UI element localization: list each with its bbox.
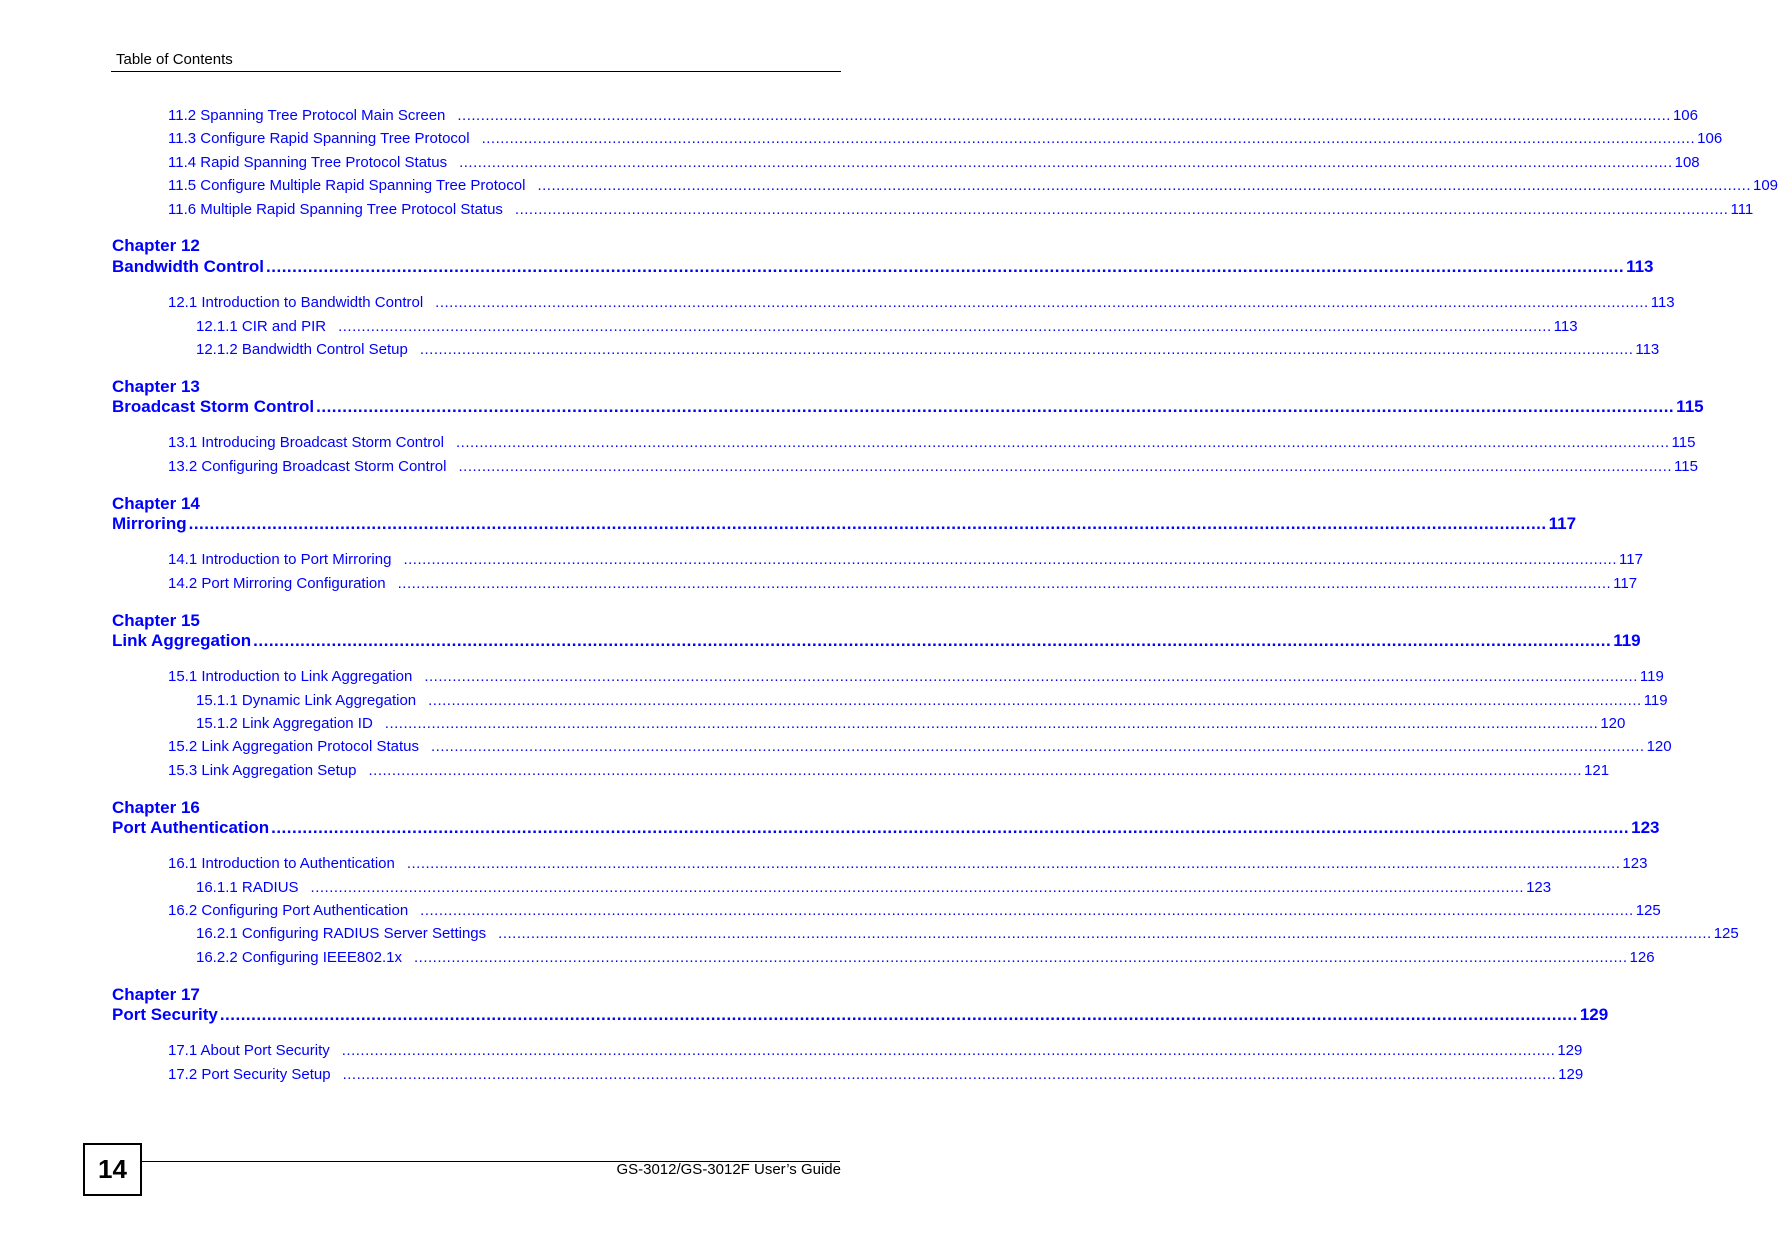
toc-entry-title: Mirroring (112, 514, 187, 533)
toc-entry-page: 125 (1635, 902, 1661, 919)
toc-entry-title: 13.1 Introducing Broadcast Storm Control (168, 434, 444, 451)
toc-entry-title: 12.1 Introduction to Bandwidth Control (168, 294, 424, 311)
chapter-number: Chapter 17 (112, 985, 200, 1004)
toc-chapter-entry[interactable] (112, 1005, 1609, 1025)
toc-section-entry[interactable] (0, 177, 1778, 194)
toc-entry-page: 113 (1650, 294, 1675, 311)
toc-entry-title: 14.1 Introduction to Port Mirroring (168, 551, 392, 568)
dot-leader: .................................................................................................................................................................................................................................................................... (338, 318, 1552, 335)
toc-subsection-entry[interactable] (0, 692, 1668, 709)
toc-entry-title: 17.2 Port Security Setup (168, 1066, 331, 1083)
toc-entry-title: 16.2.1 Configuring RADIUS Server Settings (196, 925, 487, 942)
toc-section-entry[interactable] (0, 902, 1661, 919)
toc-entry-title: Port Authentication (112, 818, 270, 837)
toc-entry-title: 12.1.2 Bandwidth Control Setup (196, 341, 408, 358)
toc-entry-page: 111 (1730, 201, 1754, 218)
dot-leader: .................................................................................................................................................................................................................................................................... (253, 631, 1612, 650)
toc-entry-page: 109 (1752, 177, 1778, 194)
toc-subsection-entry[interactable] (0, 318, 1578, 335)
toc-entry-page: 113 (1635, 341, 1660, 358)
toc-entry-title: Broadcast Storm Control (112, 397, 315, 416)
toc-entry-title: Port Security (112, 1005, 218, 1024)
dot-leader: .................................................................................................................................................................................................................................................................... (310, 879, 1525, 896)
toc-section-entry[interactable] (0, 107, 1698, 124)
toc-entry-page: 113 (1553, 318, 1578, 335)
toc-entry-title: 11.6 Multiple Rapid Spanning Tree Protocol Status (168, 201, 503, 218)
dot-leader: .................................................................................................................................................................................................................................................................... (219, 1005, 1578, 1024)
toc-entry-title: 14.2 Port Mirroring Configuration (168, 575, 386, 592)
toc-section-entry[interactable] (0, 1066, 1584, 1083)
toc-entry-title: 13.2 Configuring Broadcast Storm Control (168, 458, 447, 475)
chapter-number: Chapter 16 (112, 798, 200, 817)
toc-entry-page: 119 (1613, 631, 1641, 650)
dot-leader: .................................................................................................................................................................................................................................................................... (435, 294, 1649, 311)
toc-section-entry[interactable] (0, 738, 1672, 755)
toc-section-entry[interactable] (0, 294, 1675, 311)
dot-leader: .................................................................................................................................................................................................................................................................... (368, 762, 1583, 779)
toc-entry-title: 11.5 Configure Multiple Rapid Spanning Tree Protocol (168, 177, 526, 194)
toc-entry-title: 16.2.2 Configuring IEEE802.1x (196, 949, 402, 966)
toc-entry-title: 15.1.1 Dynamic Link Aggregation (196, 692, 417, 709)
toc-entry-page: 123 (1622, 855, 1648, 872)
toc-entry-page: 117 (1548, 514, 1577, 533)
toc-entry-page: 117 (1613, 575, 1638, 592)
chapter-number: Chapter 14 (112, 494, 200, 513)
toc-entry-page: 121 (1584, 762, 1610, 779)
toc-section-entry[interactable] (0, 551, 1643, 568)
chapter-number: Chapter 15 (112, 611, 200, 630)
toc-chapter-entry[interactable] (112, 818, 1660, 838)
toc-entry-title: 16.1 Introduction to Authentication (168, 855, 395, 872)
toc-entry-page: 113 (1626, 257, 1654, 276)
toc-entry-page: 119 (1639, 668, 1664, 685)
toc-section-entry[interactable] (0, 458, 1698, 475)
toc-entry-title: 12.1.1 CIR and PIR (196, 318, 327, 335)
toc-entry-title: Link Aggregation (112, 631, 252, 650)
toc-section-entry[interactable] (0, 201, 1754, 218)
dot-leader: .................................................................................................................................................................................................................................................................... (413, 949, 1628, 966)
toc-section-entry[interactable] (0, 154, 1700, 171)
toc-chapter-entry[interactable] (112, 514, 1577, 534)
toc-chapter-entry[interactable] (112, 397, 1704, 417)
toc-section-entry[interactable] (0, 668, 1664, 685)
dot-leader: .................................................................................................................................................................................................................................................................... (481, 130, 1696, 147)
toc-entry-page: 115 (1671, 434, 1696, 451)
toc-entry-page: 123 (1631, 818, 1660, 837)
dot-leader: .................................................................................................................................................................................................................................................................... (459, 154, 1673, 171)
toc-entry-title: 11.4 Rapid Spanning Tree Protocol Status (168, 154, 448, 171)
toc-section-entry[interactable] (0, 762, 1610, 779)
toc-entry-page: 106 (1672, 107, 1698, 124)
dot-leader: .................................................................................................................................................................................................................................................................... (403, 551, 1617, 568)
dot-leader: .................................................................................................................................................................................................................................................................... (420, 902, 1634, 919)
toc-subsection-entry[interactable] (0, 949, 1655, 966)
toc-entry-page: 125 (1713, 925, 1739, 942)
toc-subsection-entry[interactable] (0, 925, 1739, 942)
toc-subsection-entry[interactable] (0, 879, 1552, 896)
dot-leader: .................................................................................................................................................................................................................................................................... (424, 668, 1638, 685)
dot-leader: .................................................................................................................................................................................................................................................................... (514, 201, 1729, 218)
toc-chapter-entry[interactable] (112, 631, 1641, 651)
toc-subsection-entry[interactable] (0, 715, 1626, 732)
toc-entry-title: 16.2 Configuring Port Authentication (168, 902, 409, 919)
toc-entry-title: 15.1 Introduction to Link Aggregation (168, 668, 413, 685)
toc-entry-page: 115 (1676, 397, 1704, 416)
toc-entry-page: 120 (1600, 715, 1626, 732)
toc-subsection-entry[interactable] (0, 341, 1660, 358)
dot-leader: .................................................................................................................................................................................................................................................................... (457, 107, 1671, 124)
toc-entry-page: 119 (1643, 692, 1668, 709)
toc-entry-page: 117 (1619, 551, 1643, 568)
toc-entry-title: 11.2 Spanning Tree Protocol Main Screen (168, 107, 446, 124)
toc-chapter-entry[interactable] (112, 257, 1654, 277)
toc-entry-title: 16.1.1 RADIUS (196, 879, 299, 896)
toc-entry-page: 120 (1646, 738, 1672, 755)
dot-leader: .................................................................................................................................................................................................................................................................... (316, 397, 1675, 416)
toc-entry-page: 108 (1674, 154, 1700, 171)
toc-entry-title: 15.2 Link Aggregation Protocol Status (168, 738, 420, 755)
toc-entry-title: 15.1.2 Link Aggregation ID (196, 715, 373, 732)
dot-leader: .................................................................................................................................................................................................................................................................... (498, 925, 1712, 942)
toc-entry-page: 123 (1526, 879, 1552, 896)
dot-leader: .................................................................................................................................................................................................................................................................... (266, 257, 1625, 276)
toc-entry-title: 11.3 Configure Rapid Spanning Tree Protocol (168, 130, 470, 147)
page-number: 14 (83, 1143, 142, 1196)
dot-leader: .................................................................................................................................................................................................................................................................... (406, 855, 1621, 872)
dot-leader: .................................................................................................................................................................................................................................................................... (458, 458, 1673, 475)
toc-section-entry[interactable] (0, 434, 1696, 451)
toc-entry-title: Bandwidth Control (112, 257, 265, 276)
toc-section-entry[interactable] (0, 130, 1723, 147)
dot-leader: .................................................................................................................................................................................................................................................................... (419, 341, 1634, 358)
dot-leader: .................................................................................................................................................................................................................................................................... (271, 818, 1630, 837)
toc-entry-page: 115 (1674, 458, 1698, 475)
dot-leader: .................................................................................................................................................................................................................................................................... (428, 692, 1642, 709)
dot-leader: .................................................................................................................................................................................................................................................................... (342, 1066, 1557, 1083)
toc-entry-page: 126 (1629, 949, 1655, 966)
toc-entry-title: 15.3 Link Aggregation Setup (168, 762, 357, 779)
dot-leader: .................................................................................................................................................................................................................................................................... (431, 738, 1645, 755)
dot-leader: .................................................................................................................................................................................................................................................................... (397, 575, 1612, 592)
toc-entry-page: 129 (1579, 1005, 1609, 1024)
dot-leader: .................................................................................................................................................................................................................................................................... (188, 514, 1547, 533)
toc-entry-page: 129 (1558, 1066, 1584, 1083)
guide-title: GS-3012/GS-3012F User’s Guide (616, 1161, 841, 1178)
toc-section-entry[interactable] (0, 855, 1648, 872)
dot-leader: .................................................................................................................................................................................................................................................................... (455, 434, 1670, 451)
dot-leader: .................................................................................................................................................................................................................................................................... (537, 177, 1751, 194)
toc-section-entry[interactable] (0, 575, 1638, 592)
dot-leader: .................................................................................................................................................................................................................................................................... (341, 1042, 1556, 1059)
toc-entry-title: 17.1 About Port Security (168, 1042, 330, 1059)
chapter-number: Chapter 13 (112, 377, 200, 396)
running-header-title: Table of Contents (116, 51, 233, 68)
chapter-number: Chapter 12 (112, 236, 200, 255)
dot-leader: .................................................................................................................................................................................................................................................................... (384, 715, 1599, 732)
toc-section-entry[interactable] (0, 1042, 1583, 1059)
toc-entry-page: 129 (1557, 1042, 1583, 1059)
toc-entry-page: 106 (1697, 130, 1723, 147)
